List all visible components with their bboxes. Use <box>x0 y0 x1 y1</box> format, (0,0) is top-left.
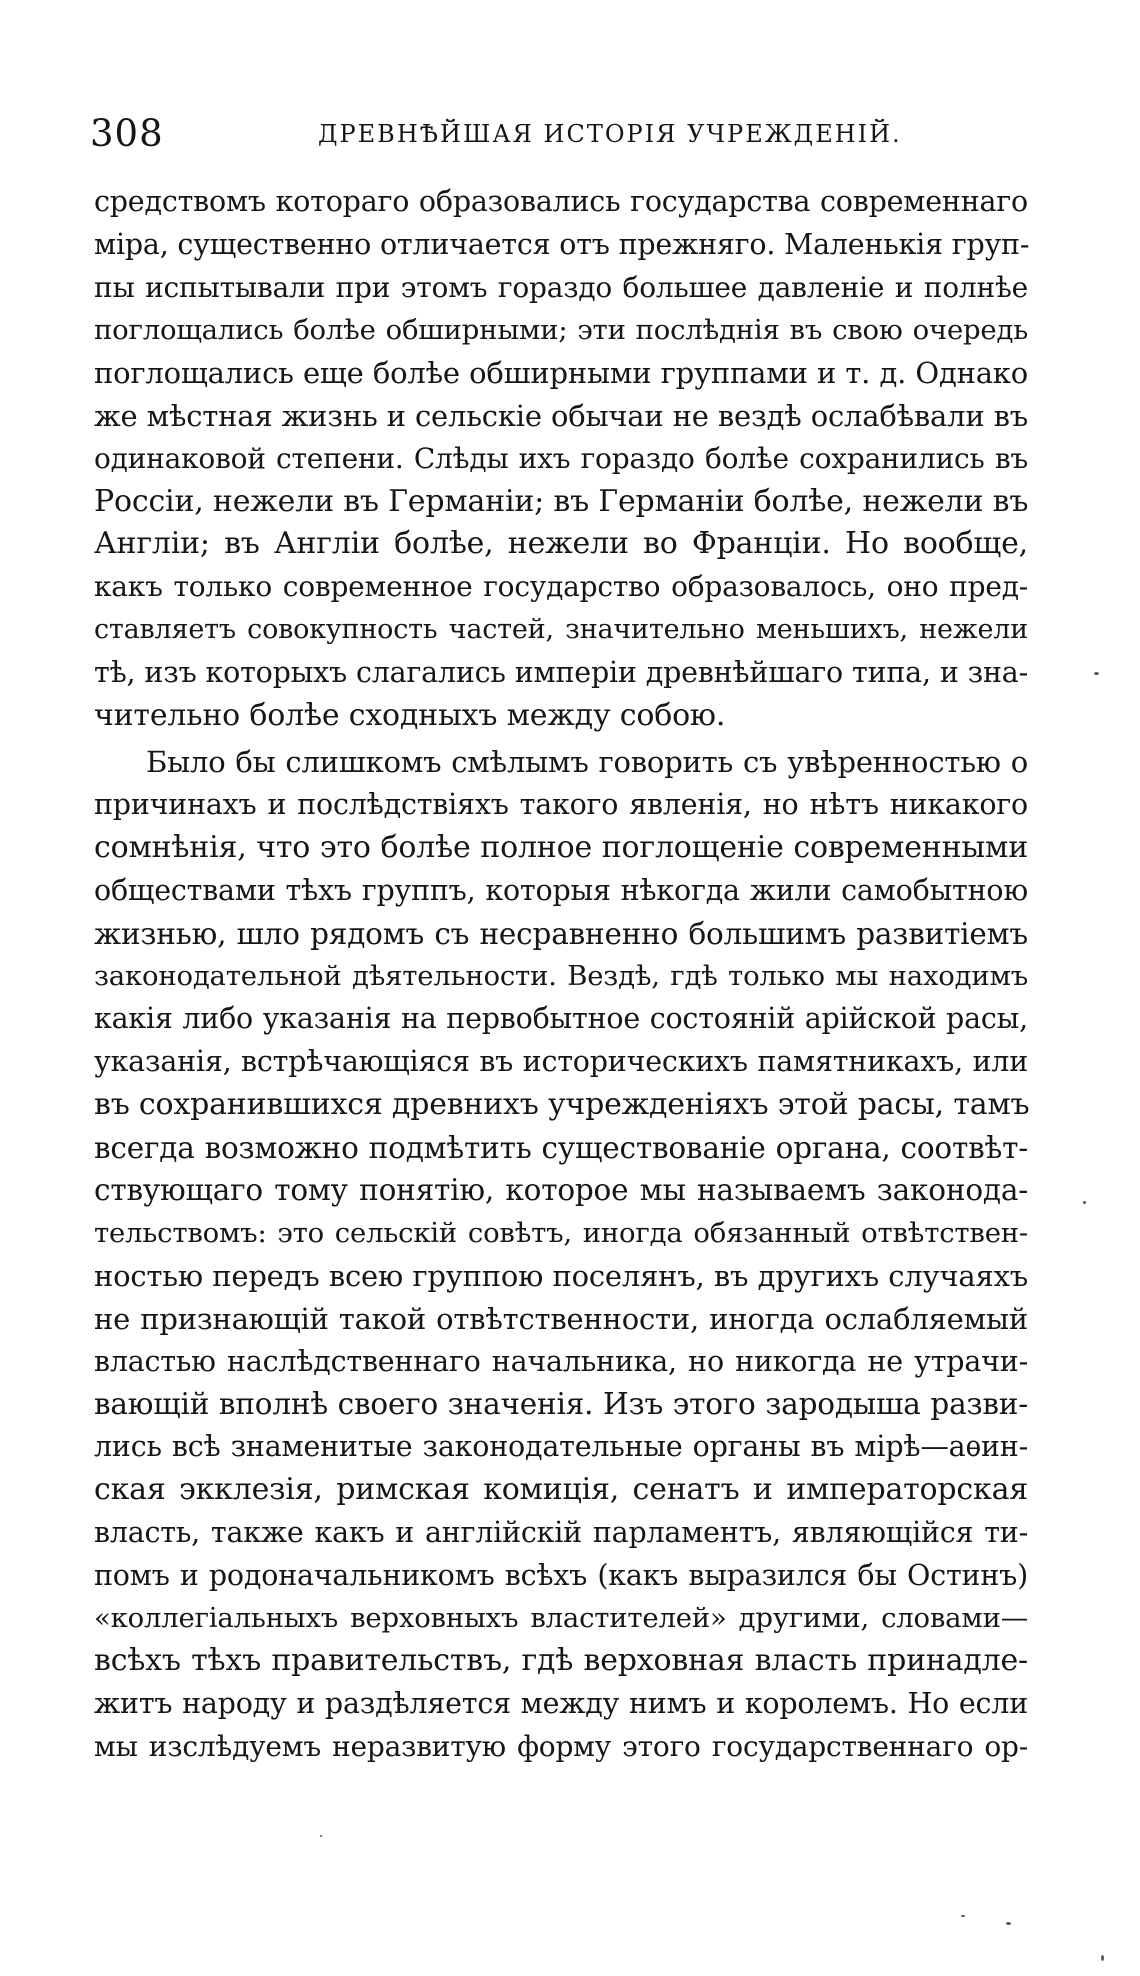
text-line: ствующаго тому понятію, которое мы называемъ законода- <box>94 1173 1028 1208</box>
text-line: Россіи, нежели въ Германіи; въ Германіи болѣе, нежели въ <box>94 483 1029 519</box>
text-line: властью наслѣдственнаго начальника, но никогда не утрачи- <box>94 1344 1028 1378</box>
text-line: тельствомъ: это сельскій совѣтъ, иногда обязанный отвѣтствен- <box>94 1217 1028 1250</box>
text-line: поглощались болѣе обширными; эти послѣднія въ свою очередь <box>94 314 1028 347</box>
text-line: средствомъ котораго образовались государства современнаго <box>94 185 1028 218</box>
text-line: вающій вполнѣ своего значенія. Изъ этого зародыша разви- <box>94 1387 1028 1422</box>
text-line: поглощались еще болѣе обширными группами и т. д. Однако <box>94 356 1028 391</box>
text-line: указанія, встрѣчающіяся въ историческихъ памятникахъ, или <box>94 1044 1028 1078</box>
text-line: въ сохранившихся древнихъ учрежденіяхъ этой расы, тамъ <box>94 1086 1030 1122</box>
paragraph-2 <box>94 741 1028 1768</box>
text-line: тѣ, изъ которыхъ слагались имперіи древнѣйшаго типа, и зна- <box>94 655 1028 689</box>
text-line: житъ народу и раздѣляется между нимъ и королемъ. Но если <box>94 1686 1028 1720</box>
text-line: какія либо указанія на первобытное состояній арійской расы, <box>94 1002 1028 1036</box>
text-line: одинаковой степени. Слѣды ихъ гораздо болѣе сохранились въ <box>94 441 1028 475</box>
text-line: всегда возможно подмѣтить существованіе органа, соотвѣт- <box>94 1130 1028 1165</box>
page-number: 308 <box>90 112 164 155</box>
scan-speck <box>1101 1955 1104 1961</box>
scan-speck <box>1006 1922 1011 1925</box>
text-line: не признающій такой отвѣтственности, иногда ослабляемый <box>94 1301 1028 1336</box>
text-line: какъ только современное государство образовалось, оно пред- <box>94 570 1028 604</box>
text-line: чительно болѣе сходныхъ между собою. <box>94 697 726 733</box>
paragraph-1 <box>94 181 1028 737</box>
text-line: ставляетъ совокупность частей, значительно меньшихъ, нежели <box>94 613 1028 645</box>
text-line: «коллегіальныхъ верховныхъ властителей» другими, словами— <box>94 1602 1028 1635</box>
text-line: лись всѣ знаменитые законодательные органы въ мірѣ—аѳин- <box>94 1430 1028 1464</box>
running-title: ДРЕВНѢЙШАЯ ИСТОРІЯ УЧРЕЖДЕНІЙ. <box>318 120 902 148</box>
text-line: власть, также какъ и англійскій парламентъ, являющійся ти- <box>94 1515 1028 1549</box>
text-line: пы испытывали при этомъ гораздо большее давленіе и полнѣе <box>94 270 1028 304</box>
text-line: обществами тѣхъ группъ, которыя нѣкогда жили самобытною <box>94 873 1028 907</box>
scan-speck <box>320 1835 322 1837</box>
text-line: жизнью, шло рядомъ съ несравненно большимъ развитіемъ <box>94 916 1028 951</box>
text-line: Было бы слишкомъ смѣлымъ говорить съ увѣренностью о <box>146 745 1028 780</box>
text-line: Англіи; въ Англіи болѣе, нежели во Франціи. Но вообще, <box>94 526 1028 562</box>
text-line: всѣхъ тѣхъ правительствъ, гдѣ верховная власть принадле- <box>94 1643 1028 1679</box>
text-line: помъ и родоначальникомъ всѣхъ (какъ выразился бы Остинъ) <box>94 1558 1028 1592</box>
text-line: ская экклезія, римская комиція, сенатъ и императорская <box>94 1471 1028 1507</box>
scan-speck <box>1094 672 1099 675</box>
text-line: ностью передъ всею группою поселянъ, въ другихъ случаяхъ <box>94 1258 1028 1293</box>
text-line: мы изслѣдуемъ неразвитую форму этого государственнаго ор- <box>94 1729 1028 1763</box>
text-line: законодательной дѣятельности. Вездѣ, гдѣ только мы находимъ <box>94 960 1028 993</box>
text-line: причинахъ и послѣдствіяхъ такого явленія, но нѣтъ никакого <box>94 788 1028 822</box>
text-line: же мѣстная жизнь и сельскіе обычаи не вездѣ ослабѣвали въ <box>94 398 1028 433</box>
text-line: сомнѣнія, что это болѣе полное поглощеніе современными <box>94 829 1028 865</box>
scan-speck <box>1083 1201 1086 1204</box>
body-text <box>94 181 1028 1768</box>
text-line: міра, существенно отличается отъ прежняго. Маленькія груп- <box>94 227 1030 261</box>
scan-speck <box>961 1915 965 1917</box>
